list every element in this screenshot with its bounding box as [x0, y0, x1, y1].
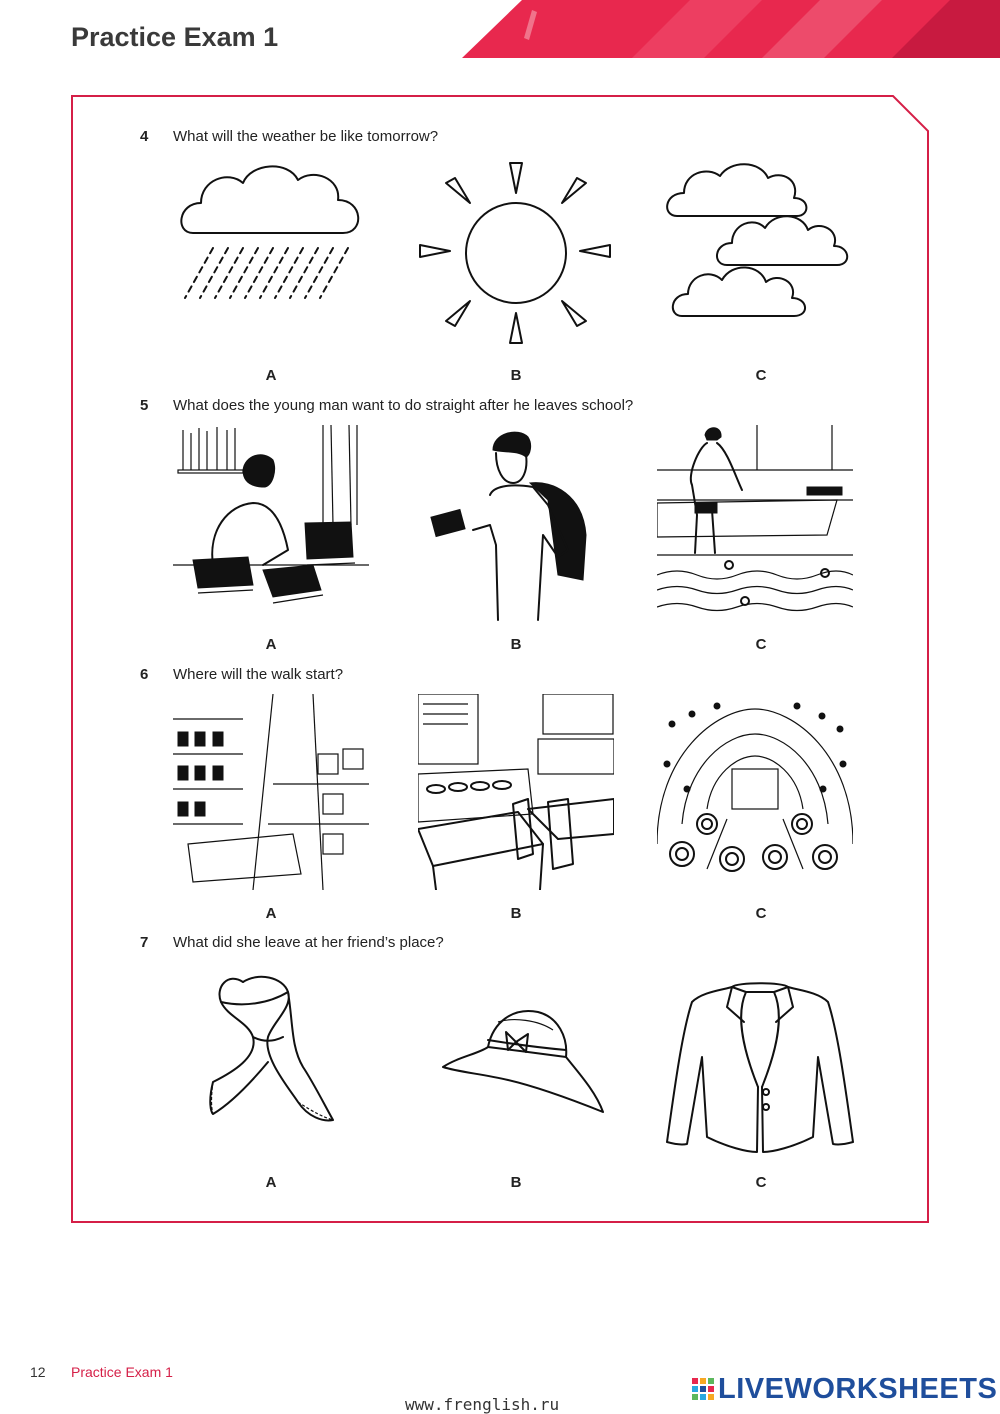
question-number: 5	[140, 397, 149, 414]
gift-shop-image[interactable]	[173, 694, 369, 890]
traveller-image[interactable]	[418, 425, 614, 621]
jacket-image[interactable]	[662, 962, 858, 1158]
sun-image[interactable]	[418, 158, 614, 354]
option-c-label: C	[755, 1174, 767, 1191]
option-b-label: B	[510, 636, 522, 653]
brand-name: LIVEWORKSHEETS	[718, 1372, 998, 1405]
sun-hat-image[interactable]	[418, 962, 614, 1158]
question-number: 4	[140, 128, 149, 145]
option-c-label: C	[755, 905, 767, 922]
option-a-label: A	[265, 1174, 277, 1191]
question-number: 6	[140, 666, 149, 683]
question-5	[140, 397, 633, 414]
question-7	[140, 934, 444, 951]
header-decoration	[462, 0, 1000, 58]
rose-garden-image[interactable]	[657, 694, 853, 890]
question-6	[140, 666, 343, 683]
page-number: 12	[30, 1364, 46, 1380]
question-text: Where will the walk start?	[173, 666, 344, 683]
option-a-label: A	[265, 367, 277, 384]
rain-cloud-image[interactable]	[173, 158, 369, 354]
question-text: What will the weather be like tomorrow?	[173, 128, 439, 145]
scarf-image[interactable]	[173, 962, 369, 1158]
clouds-image[interactable]	[662, 158, 858, 354]
swimming-pool-image[interactable]	[657, 425, 853, 621]
option-b-label: B	[510, 1174, 522, 1191]
page-title: Practice Exam 1	[71, 22, 279, 52]
option-b-label: B	[510, 367, 522, 384]
question-number: 7	[140, 934, 149, 951]
option-c-label: C	[755, 367, 767, 384]
question-4	[140, 128, 438, 145]
liveworksheets-icon	[692, 1378, 714, 1400]
option-c-label: C	[755, 636, 767, 653]
option-b-label: B	[510, 905, 522, 922]
liveworksheets-logo[interactable]	[692, 1372, 997, 1406]
option-a-label: A	[265, 636, 277, 653]
website-url[interactable]: www.frenglish.ru	[405, 1395, 560, 1414]
question-text: What did she leave at her friend’s place?	[173, 934, 444, 951]
footer-title: Practice Exam 1	[71, 1364, 173, 1380]
question-text: What does the young man want to do straight after he leaves school?	[173, 397, 634, 414]
option-a-label: A	[265, 905, 277, 922]
cafe-image[interactable]	[418, 694, 614, 890]
student-studying-image[interactable]	[173, 425, 369, 621]
